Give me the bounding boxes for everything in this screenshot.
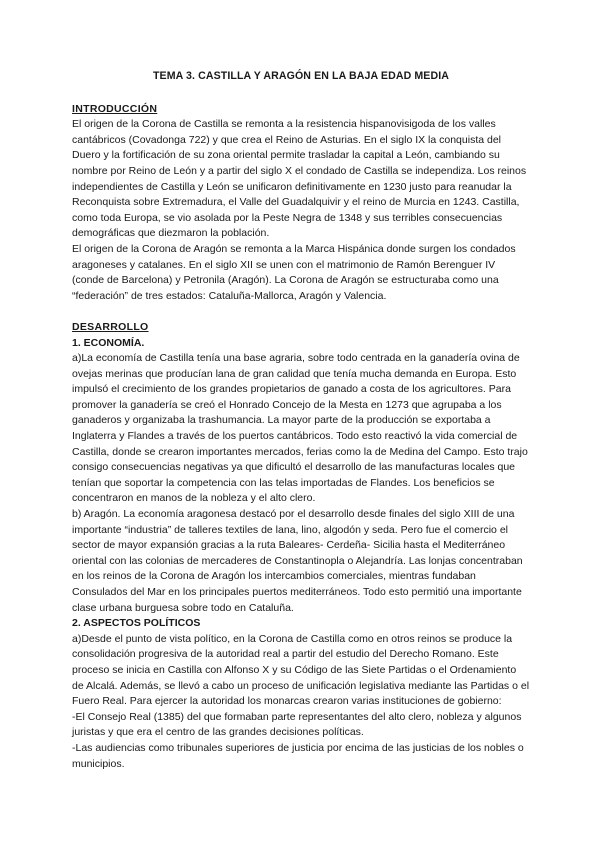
economia-aragon-paragraph: b) Aragón. La economía aragonesa destacó por el desarrollo desde finales del siglo XIII de una importante “industria” de talleres textiles de lana, lino, algodón y seda. Pero fue el comercio el sector de mayor expansión gracias a la ruta Baleares- Cerdeña- Sicilia hasta el Mediterráneo oriental con las colonias de mercaderes de Constantinopla o Alejandría. Las lonjas concentraban en los reinos de la Corona de Aragón los intercambios comerciales, mientras fundaban Consulados del Mar en los principales puertos mediterráneos. Todo esto permitió una importante clase urbana burguesa sobre todo en Cataluña. [72, 508, 523, 614]
document-title: TEMA 3. CASTILLA Y ARAGÓN EN LA BAJA EDAD MEDIA [152, 70, 450, 82]
section-spacer [72, 304, 530, 320]
economia-title: 1. ECONOMÍA. [72, 336, 145, 349]
consejo-real-item: -El Consejo Real (1385) del que formaban parte representantes del alto clero, nobleza y algunos juristas y que era el centro de las grandes decisiones políticas. [72, 710, 522, 739]
intro-heading: INTRODUCCIÓN [72, 102, 158, 115]
politicos-castilla-paragraph: a)Desde el punto de vista político, en la Corona de Castilla como en otros reinos se produce la consolidación progresiva de la autoridad real a partir del estudio del Derecho Romano. Este proceso se inicia en Castilla con Alfonso X y su Código de las Siete Partidas o el Ordenamiento de Alcalá. Además, se llevó a cabo un proceso de unificación legislativa mediante las Partidas o el Fuero Real. Para ejercer la autoridad los monarcas crearon varias instituciones de gobierno: [72, 632, 530, 708]
document-page [72, 69, 530, 772]
politicos-title: 2. ASPECTOS POLÍTICOS [72, 617, 201, 630]
desarrollo-heading: DESARROLLO [72, 320, 149, 333]
intro-paragraph-castilla: El origen de la Corona de Castilla se remonta a la resistencia hispanovisigoda de los valles cantábricos (Covadonga 722) y que crea el Reino de Asturias. En el siglo IX la conquista del Duero y la fortificación de su zona oriental permite trasladar la capital a León, cambiando su nombre por Reino de León y a partir del siglo X el condado de Castilla se independiza. Los reinos independientes de Castilla y León se unificaron definitivamente en 1230 justo para reanudar la Reconquista sobre Extremadura, el Valle del Guadalquivir y el reino de Murcia en 1243. Castilla, como toda Europa, se vio asolada por la Peste Negra de 1348 y sus terribles consecuencias demográficas que diezmaron la población. [72, 118, 527, 240]
intro-paragraph-aragon: El origen de la Corona de Aragón se remonta a la Marca Hispánica donde surgen los condados aragoneses y catalanes. En el siglo XII se unen con el matrimonio de Ramón Berenguer IV (conde de Barcelona) y Petronila (Aragón). La Corona de Aragón se estructuraba como una “federación” de tres estados: Cataluña-Mallorca, Aragón y Valencia. [72, 242, 516, 302]
economia-castilla-paragraph: a)La economía de Castilla tenía una base agraria, sobre todo centrada en la ganadería ovina de ovejas merinas que producían lana de gran calidad que tenía mucha demanda en Europa. Esto impulsó el crecimiento de los grandes propietarios de ganado a costa de los agricultores. Para promover la ganadería se creó el Honrado Concejo de la Mesta en 1273 que agrupaba a los ganaderos y organizaba la trashumancia. La mayor parte de la producción se exportaba a Inglaterra y Flandes a través de los puertos cantábricos. Todo esto reactivó la vida comercial de Castilla, donde se crearon importantes mercados, ferias como la de Medina del Campo. Esto trajo consigo consecuencias negativas ya que dificultó el desarrollo de las manufacturas locales que tenían que soportar la competencia con las telas importadas de Flandes. Los beneficios se concentraron en manos de la nobleza y el alto clero. [72, 352, 528, 505]
audiencias-item: -Las audiencias como tribunales superiores de justicia por encima de las justicias de los nobles o municipios. [72, 741, 524, 770]
